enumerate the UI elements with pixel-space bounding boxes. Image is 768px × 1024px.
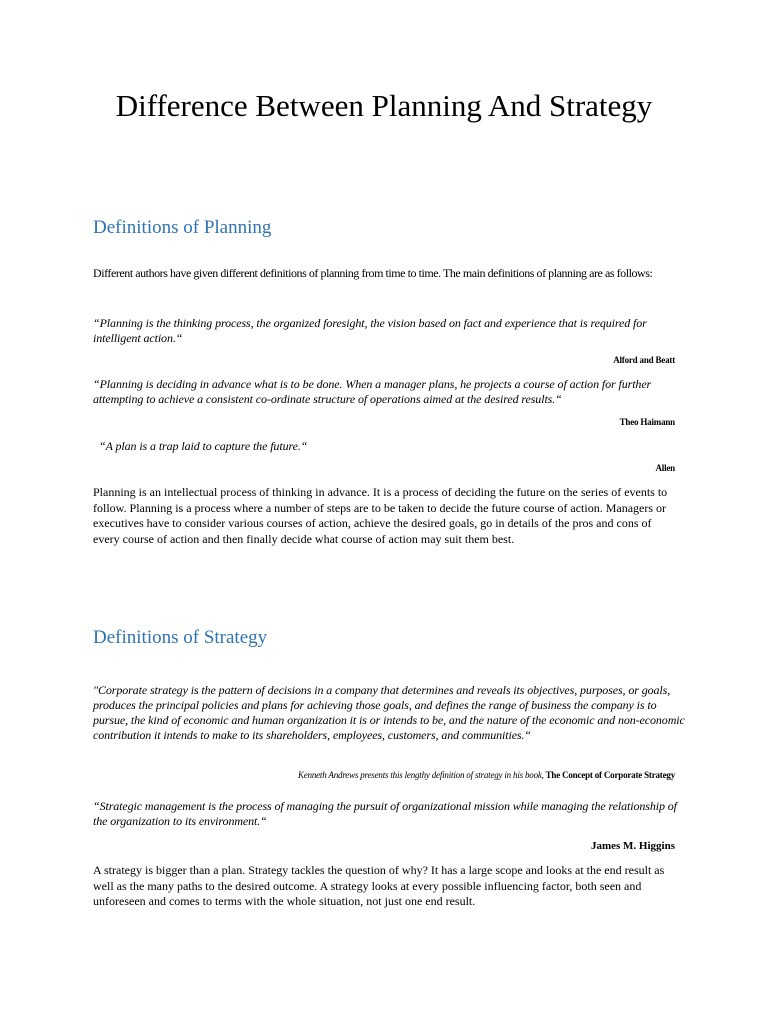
strategy-summary: A strategy is bigger than a plan. Strategy tackles the question of why? It has a large scope and looks at the end result as well as the many paths to the desired outcome. A strategy looks at every possible influencing factor, both seen and unforeseen and comes to terms with the whole situation, not just one end result. [93,863,665,908]
strategy-quote-1-author: Kenneth Andrews presents this lengthy definition of strategy in his book, [297,770,544,780]
strategy-quote-2: “Strategic management is the process of managing the pursuit of organizational mission while managing the relationship of the organization to its environment.“ [93,799,677,828]
section-heading-strategy: Definitions of Strategy [93,627,268,648]
planning-quote-3: “A plan is a trap laid to capture the future.“ [99,439,308,453]
planning-summary: Planning is an intellectual process of thinking in advance. It is a process of deciding the future on the series of events to follow. Planning is a process where a number of steps are to be taken to decide the future course of action. Managers or executives have to consider various courses of action, achieve the desired goals, go in details of the pros and cons of every course of action and then finally decide what course of action may suit them best. [93,485,668,546]
planning-intro: Different authors have given different definitions of planning from time to time. The main definitions of planning are as follows: [93,266,653,280]
strategy-quote-1: "Corporate strategy is the pattern of decisions in a company that determines and reveals its objectives, purposes, or goals, produces the principal policies and plans for achieving those goals, and defines the range of business the company is to pursue, the kind of economic and human organization it is or intends to be, and the nature of the economic and non-economic contribution it intends to make to its shareholders, employees, customers, and communities.“ [93,683,685,742]
section-heading-planning: Definitions of Planning [93,217,272,238]
planning-quote-1: “Planning is the thinking process, the organized foresight, the vision based on fact and experience that is required for intelligent action.“ [93,316,647,345]
strategy-quote-1-attribution [298,770,675,780]
planning-quote-2-author: Theo Haimann [619,417,675,427]
planning-quote-3-author: Allen [655,463,675,473]
strategy-quote-2-author: James M. Higgins [590,840,675,852]
planning-quote-2: “Planning is deciding in advance what is to be done. When a manager plans, he projects a course of action for further attempting to achieve a consistent co-ordinate structure of operations aimed at the desired results.“ [93,377,652,406]
strategy-quote-1-book: The Concept of Corporate Strategy [545,770,675,780]
document-title: Difference Between Planning And Strategy [115,88,653,123]
planning-quote-1-author: Alford and Beatt [613,355,675,365]
